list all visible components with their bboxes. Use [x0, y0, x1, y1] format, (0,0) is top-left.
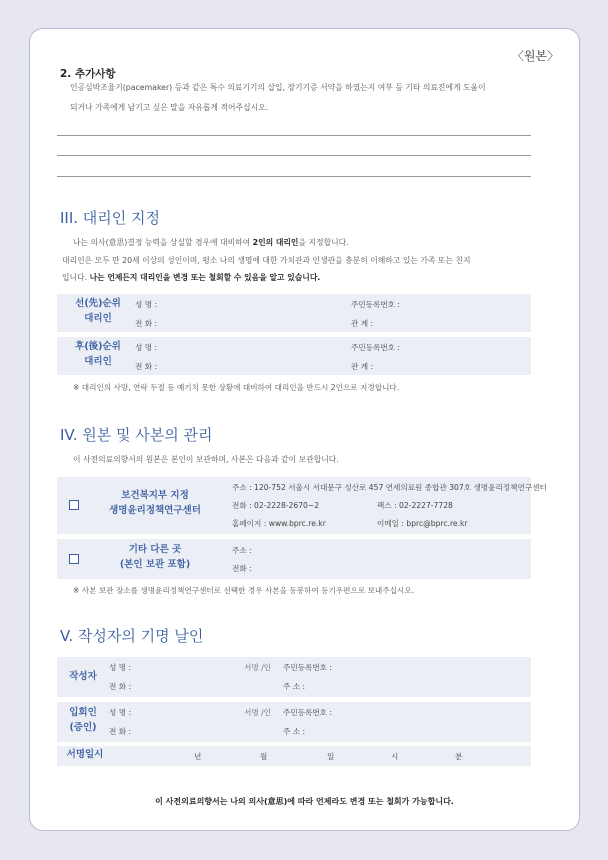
witness-name-field[interactable]: 성 명 :: [109, 708, 132, 717]
center-phone: 전화 : 02-2228-2670~2: [232, 501, 320, 510]
date-minute-field[interactable]: 분: [455, 752, 463, 761]
other-checkbox[interactable]: [69, 554, 79, 564]
write-line-1[interactable]: [57, 135, 531, 136]
second-agent-id-field[interactable]: 주민등록번호 :: [351, 343, 400, 352]
other-phone-field[interactable]: 전화 :: [232, 564, 252, 573]
first-agent-id-field[interactable]: 주민등록번호 :: [351, 300, 400, 309]
second-agent-label: 후(後)순위 대리인: [75, 341, 121, 367]
writer-name-field[interactable]: 성 명 :: [109, 663, 132, 672]
writer-box: [57, 657, 531, 697]
section2-line1: 인공심박조율기(pacemaker) 등과 같은 특수 의료기기의 삽입, 장기기증 서약을 하였는지 여부 등 기타 의료진에게 도움이: [70, 83, 486, 92]
section4-intro: 이 사전의료의향서의 원본은 본인이 보관하며, 사본은 다음과 같이 보관합니다.: [73, 455, 339, 464]
first-agent-box: [57, 294, 531, 332]
witness-address-field[interactable]: 주 소 :: [283, 727, 306, 736]
section4-note: ※ 사본 보관 장소를 생명윤리정책연구센터로 선택한 경우 사본을 동봉하여 등기우편으로 보내주십시오.: [73, 586, 415, 595]
date-year-field[interactable]: 년: [194, 752, 202, 761]
witness-box: [57, 702, 531, 742]
section3-title: III. 대리인 지정: [60, 209, 161, 227]
section3-note: ※ 대리인의 사망, 연락 두절 등 예기치 못한 상황에 대비하여 대리인을 반드시 2인으로 지정합니다.: [73, 383, 400, 392]
writer-address-field[interactable]: 주 소 :: [283, 682, 306, 691]
writer-id-field[interactable]: 주민등록번호 :: [283, 663, 332, 672]
original-label: 〈원본〉: [511, 49, 559, 63]
first-agent-name-field[interactable]: 성 명 :: [135, 300, 158, 309]
other-label: 기타 다른 곳 (본인 보관 포함): [119, 544, 191, 570]
second-agent-phone-field[interactable]: 전 화 :: [135, 362, 158, 371]
second-agent-box: [57, 337, 531, 375]
first-agent-relation-field[interactable]: 관 계 :: [351, 319, 374, 328]
copy-option-center-box: [57, 477, 547, 534]
second-agent-relation-field[interactable]: 관 계 :: [351, 362, 374, 371]
witness-id-field[interactable]: 주민등록번호 :: [283, 708, 332, 717]
writer-label: 작성자: [69, 671, 97, 682]
first-agent-label: 선(先)순위 대리인: [75, 298, 121, 324]
document-page: [29, 28, 580, 831]
center-checkbox[interactable]: [69, 500, 79, 510]
date-month-field[interactable]: 월: [260, 752, 268, 761]
second-agent-name-field[interactable]: 성 명 :: [135, 343, 158, 352]
center-email: 이메일 : bprc@bprc.re.kr: [377, 519, 468, 528]
writer-phone-field[interactable]: 전 화 :: [109, 682, 132, 691]
date-label: 서명일시: [66, 749, 104, 760]
date-hour-field[interactable]: 시: [391, 752, 399, 761]
section3-line1: 나는 의사(意思)결정 능력을 상실할 경우에 대비하여 2인의 대리인을 지정합니다.: [73, 238, 349, 247]
section2-title: 2. 추가사항: [60, 68, 116, 80]
center-label: 보건복지부 지정 생명윤리정책연구센터: [109, 490, 201, 516]
other-address-field[interactable]: 주소 :: [232, 546, 252, 555]
copy-option-other-box: [57, 539, 531, 579]
center-address: 주소 : 120-752 서울시 서대문구 성산로 457 연세의료원 종합관 307호 생명윤리정책연구센터: [232, 483, 547, 492]
section3-line3: 입니다. 나는 언제든지 대리인을 변경 또는 철회할 수 있음을 알고 있습니다.: [62, 273, 321, 282]
writer-sign-field[interactable]: 서명 /인: [244, 663, 271, 672]
section3-line2: 대리인은 모두 만 20세 이상의 성인이며, 평소 나의 생명에 대한 가치관과 인생관을 충분히 이해하고 있는 가족 또는 친지: [62, 256, 471, 265]
write-line-2[interactable]: [57, 155, 531, 156]
center-homepage: 홈페이지 : www.bprc.re.kr: [232, 519, 326, 528]
section2-line2: 되거나 가족에게 남기고 싶은 말을 자유롭게 적어주십시오.: [70, 103, 269, 112]
witness-phone-field[interactable]: 전 화 :: [109, 727, 132, 736]
center-fax: 팩스 : 02-2227-7728: [377, 501, 453, 510]
first-agent-phone-field[interactable]: 전 화 :: [135, 319, 158, 328]
write-line-3[interactable]: [57, 176, 531, 177]
date-box: [57, 746, 531, 766]
witness-sign-field[interactable]: 서명 /인: [244, 708, 271, 717]
footer-notice: 이 사전의료의향서는 나의 의사(意思)에 따라 언제라도 변경 또는 철회가 가능합니다.: [155, 797, 454, 806]
date-day-field[interactable]: 일: [327, 752, 335, 761]
witness-label: 입회인 (증인): [69, 707, 97, 733]
section4-title: IV. 원본 및 사본의 관리: [60, 426, 213, 444]
section5-title: V. 작성자의 기명 날인: [60, 627, 204, 645]
